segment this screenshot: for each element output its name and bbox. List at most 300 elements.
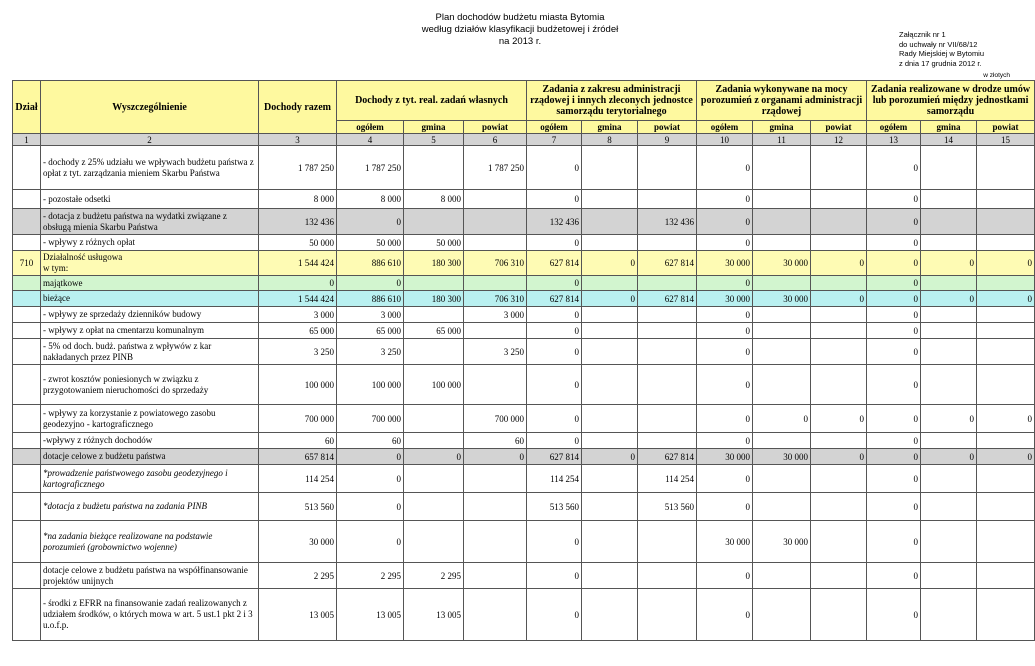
table-row (13, 405, 1035, 433)
description-cell: dotacje celowe z budżetu państwa na współfinansowanie projektów unijnych (41, 563, 259, 589)
value-cell: 700 000 (464, 405, 527, 433)
value-cell (811, 276, 867, 291)
value-cell (811, 365, 867, 405)
table-row (13, 323, 1035, 339)
value-cell (977, 493, 1035, 521)
dzial-cell (13, 190, 41, 209)
value-cell (977, 563, 1035, 589)
value-cell: 0 (977, 449, 1035, 465)
value-cell: 0 (527, 521, 582, 563)
column-number: 12 (811, 134, 867, 146)
table-row (13, 589, 1035, 641)
value-cell (582, 589, 638, 641)
value-cell (464, 365, 527, 405)
value-cell (811, 521, 867, 563)
value-cell (404, 339, 464, 365)
value-cell: 1 787 250 (259, 146, 337, 190)
dzial-cell (13, 589, 41, 641)
column-number: 11 (753, 134, 811, 146)
value-cell (582, 323, 638, 339)
value-cell: 50 000 (259, 235, 337, 251)
value-cell: 0 (697, 433, 753, 449)
value-cell (582, 235, 638, 251)
value-cell: 1 787 250 (337, 146, 404, 190)
header-porozumienia-jst: Zadania realizowane w drodze umów lub porozumień między jednostkami samorządu (867, 81, 1035, 121)
value-cell: 30 000 (753, 521, 811, 563)
budget-table (12, 80, 1035, 641)
value-cell (464, 493, 527, 521)
column-number: 3 (259, 134, 337, 146)
header-wlasne: Dochody z tyt. real. zadań własnych (337, 81, 527, 121)
value-cell (404, 521, 464, 563)
value-cell (977, 190, 1035, 209)
subheader-gmina: gmina (404, 121, 464, 134)
value-cell: 0 (404, 449, 464, 465)
value-cell: 0 (867, 323, 921, 339)
value-cell (464, 589, 527, 641)
value-cell (977, 521, 1035, 563)
value-cell: 0 (867, 433, 921, 449)
value-cell: 50 000 (404, 235, 464, 251)
value-cell: 65 000 (337, 323, 404, 339)
value-cell (464, 465, 527, 493)
value-cell: 0 (867, 521, 921, 563)
value-cell: 3 000 (259, 307, 337, 323)
value-cell (638, 433, 697, 449)
value-cell: 0 (921, 405, 977, 433)
value-cell: 513 560 (527, 493, 582, 521)
value-cell: 0 (527, 323, 582, 339)
value-cell (464, 323, 527, 339)
value-cell: 700 000 (337, 405, 404, 433)
value-cell (638, 307, 697, 323)
value-cell: 627 814 (527, 291, 582, 307)
value-cell (753, 339, 811, 365)
value-cell: 0 (921, 251, 977, 276)
value-cell (977, 146, 1035, 190)
value-cell (464, 235, 527, 251)
value-cell: 0 (753, 405, 811, 433)
value-cell: 0 (867, 209, 921, 235)
value-cell: 0 (697, 190, 753, 209)
value-cell (977, 433, 1035, 449)
value-cell (582, 190, 638, 209)
value-cell: 0 (259, 276, 337, 291)
value-cell (921, 493, 977, 521)
value-cell (921, 276, 977, 291)
value-cell (582, 365, 638, 405)
value-cell (977, 307, 1035, 323)
value-cell: 886 610 (337, 291, 404, 307)
value-cell: 0 (867, 493, 921, 521)
value-cell: 0 (867, 589, 921, 641)
value-cell (464, 209, 527, 235)
value-cell (582, 493, 638, 521)
unit-note: w złotych (983, 72, 1010, 79)
value-cell (753, 433, 811, 449)
value-cell: 30 000 (753, 449, 811, 465)
value-cell (921, 433, 977, 449)
description-cell: - wpływy z różnych opłat (41, 235, 259, 251)
value-cell: 30 000 (697, 251, 753, 276)
value-cell: 0 (527, 365, 582, 405)
table-row (13, 465, 1035, 493)
description-cell: majątkowe (41, 276, 259, 291)
value-cell: 0 (697, 493, 753, 521)
value-cell: 3 000 (464, 307, 527, 323)
column-number: 14 (921, 134, 977, 146)
value-cell: 0 (337, 449, 404, 465)
value-cell (753, 493, 811, 521)
value-cell (977, 465, 1035, 493)
value-cell: 0 (697, 365, 753, 405)
value-cell: 0 (527, 563, 582, 589)
value-cell: 1 787 250 (464, 146, 527, 190)
description-cell: Działalność usługowa w tym: (41, 251, 259, 276)
title-line-1: Plan dochodów budżetu miasta Bytomia (435, 12, 605, 23)
value-cell: 0 (697, 276, 753, 291)
dzial-cell (13, 323, 41, 339)
header-wyszczegolnienie: Wyszczególnienie (41, 81, 259, 134)
value-cell (638, 276, 697, 291)
value-cell (404, 493, 464, 521)
value-cell (811, 465, 867, 493)
value-cell: 65 000 (404, 323, 464, 339)
value-cell: 0 (697, 323, 753, 339)
document-title (370, 12, 670, 48)
table-row (13, 251, 1035, 276)
dzial-cell: 710 (13, 251, 41, 276)
subheader-ogolem: ogółem (337, 121, 404, 134)
value-cell: 0 (977, 405, 1035, 433)
value-cell: 0 (867, 291, 921, 307)
dzial-cell (13, 493, 41, 521)
value-cell: 8 000 (337, 190, 404, 209)
value-cell: 132 436 (638, 209, 697, 235)
value-cell: 0 (811, 251, 867, 276)
value-cell (404, 465, 464, 493)
annex-line-1: Załącznik nr 1 (899, 30, 946, 39)
value-cell (638, 190, 697, 209)
subheader-powiat: powiat (638, 121, 697, 134)
table-body (13, 146, 1035, 641)
value-cell (921, 365, 977, 405)
value-cell: 30 000 (259, 521, 337, 563)
value-cell (464, 276, 527, 291)
value-cell (977, 589, 1035, 641)
value-cell (811, 433, 867, 449)
value-cell (811, 209, 867, 235)
subheader-ogolem: ogółem (697, 121, 753, 134)
value-cell (811, 235, 867, 251)
value-cell: 0 (867, 449, 921, 465)
value-cell: 2 295 (259, 563, 337, 589)
value-cell (753, 190, 811, 209)
description-cell: bieżące (41, 291, 259, 307)
subheader-gmina: gmina (582, 121, 638, 134)
value-cell: 0 (527, 405, 582, 433)
value-cell: 0 (867, 339, 921, 365)
value-cell: 0 (527, 307, 582, 323)
value-cell (638, 323, 697, 339)
description-cell: *na zadania bieżące realizowane na podstawie porozumień (grobownictwo wojenne) (41, 521, 259, 563)
value-cell (582, 405, 638, 433)
table-row (13, 433, 1035, 449)
value-cell: 1 544 424 (259, 291, 337, 307)
value-cell (921, 521, 977, 563)
value-cell: 8 000 (404, 190, 464, 209)
header-zlecone: Zadania z zakresu administracji rządowej i innych zleconych jednostce samorządu terytorialnego (527, 81, 697, 121)
value-cell (753, 276, 811, 291)
value-cell: 0 (811, 291, 867, 307)
subheader-powiat: powiat (977, 121, 1035, 134)
annex-line-2: do uchwały nr VII/68/12 (899, 39, 978, 49)
value-cell: 0 (582, 291, 638, 307)
dzial-cell (13, 339, 41, 365)
column-number: 5 (404, 134, 464, 146)
description-cell: - pozostałe odsetki (41, 190, 259, 209)
value-cell: 0 (811, 449, 867, 465)
value-cell: 0 (527, 276, 582, 291)
column-number: 10 (697, 134, 753, 146)
dzial-cell (13, 449, 41, 465)
column-number: 2 (41, 134, 259, 146)
value-cell: 0 (867, 146, 921, 190)
value-cell (404, 433, 464, 449)
table-row (13, 209, 1035, 235)
value-cell (582, 433, 638, 449)
value-cell (977, 209, 1035, 235)
value-cell: 0 (867, 276, 921, 291)
value-cell: 8 000 (259, 190, 337, 209)
value-cell (638, 563, 697, 589)
dzial-cell (13, 405, 41, 433)
title-line-2: według działów klasyfikacji budżetowej i źródeł (421, 24, 619, 35)
value-cell: 0 (337, 521, 404, 563)
description-cell: - dotacja z budżetu państwa na wydatki związane z obsługą mienia Skarbu Państwa (41, 209, 259, 235)
value-cell: 0 (697, 589, 753, 641)
value-cell (977, 365, 1035, 405)
value-cell: 0 (921, 291, 977, 307)
description-cell: *dotacja z budżetu państwa na zadania PINB (41, 493, 259, 521)
value-cell (753, 235, 811, 251)
column-number: 7 (527, 134, 582, 146)
value-cell: 0 (697, 405, 753, 433)
value-cell: 114 254 (259, 465, 337, 493)
value-cell (582, 276, 638, 291)
value-cell (977, 276, 1035, 291)
value-cell: 13 005 (259, 589, 337, 641)
value-cell (582, 521, 638, 563)
value-cell: 13 005 (337, 589, 404, 641)
value-cell (753, 589, 811, 641)
description-cell: - wpływy z opłat na cmentarzu komunalnym (41, 323, 259, 339)
value-cell (811, 323, 867, 339)
subheader-powiat: powiat (811, 121, 867, 134)
value-cell (921, 146, 977, 190)
value-cell: 114 254 (527, 465, 582, 493)
value-cell: 30 000 (697, 449, 753, 465)
subheader-ogolem: ogółem (867, 121, 921, 134)
value-cell (811, 307, 867, 323)
value-cell (811, 493, 867, 521)
dzial-cell (13, 146, 41, 190)
value-cell: 3 000 (337, 307, 404, 323)
value-cell (921, 563, 977, 589)
value-cell: 0 (697, 465, 753, 493)
value-cell (811, 563, 867, 589)
value-cell (753, 323, 811, 339)
value-cell (811, 190, 867, 209)
description-cell: - środki z EFRR na finansowanie zadań realizowanych z udziałem środków, o których mowa w art. 5 ust.1 pkt 2 i 3 u.o.f.p. (41, 589, 259, 641)
value-cell: 0 (582, 449, 638, 465)
header-porozumienia-rzad: Zadania wykonywane na mocy porozumień z organami administracji rządowej (697, 81, 867, 121)
value-cell (753, 465, 811, 493)
column-number: 15 (977, 134, 1035, 146)
table-row (13, 493, 1035, 521)
value-cell: 0 (464, 449, 527, 465)
value-cell: 3 250 (464, 339, 527, 365)
value-cell (638, 521, 697, 563)
description-cell: - zwrot kosztów poniesionych w związku z przygotowaniem nieruchomości do sprzedaży (41, 365, 259, 405)
value-cell: 0 (867, 365, 921, 405)
value-cell: 0 (977, 251, 1035, 276)
value-cell: 513 560 (638, 493, 697, 521)
dzial-cell (13, 365, 41, 405)
value-cell: 0 (527, 235, 582, 251)
value-cell: 114 254 (638, 465, 697, 493)
value-cell (582, 339, 638, 365)
value-cell: 0 (337, 209, 404, 235)
value-cell: 0 (527, 589, 582, 641)
value-cell (977, 323, 1035, 339)
table-row (13, 146, 1035, 190)
value-cell: 657 814 (259, 449, 337, 465)
header-dochody-razem: Dochody razem (259, 81, 337, 134)
dzial-cell (13, 433, 41, 449)
value-cell: 2 295 (404, 563, 464, 589)
value-cell (582, 146, 638, 190)
value-cell: 1 544 424 (259, 251, 337, 276)
value-cell (582, 563, 638, 589)
value-cell (753, 307, 811, 323)
table-row (13, 307, 1035, 323)
value-cell: 0 (697, 339, 753, 365)
value-cell: 100 000 (404, 365, 464, 405)
value-cell: 0 (527, 190, 582, 209)
value-cell: 627 814 (638, 449, 697, 465)
value-cell: 3 250 (259, 339, 337, 365)
column-number-row (13, 134, 1035, 146)
value-cell (464, 190, 527, 209)
value-cell (753, 365, 811, 405)
value-cell: 706 310 (464, 291, 527, 307)
column-number: 4 (337, 134, 404, 146)
table-row (13, 449, 1035, 465)
value-cell: 0 (867, 307, 921, 323)
table-row (13, 291, 1035, 307)
value-cell (638, 146, 697, 190)
value-cell: 2 295 (337, 563, 404, 589)
dzial-cell (13, 307, 41, 323)
table-row (13, 563, 1035, 589)
value-cell: 30 000 (753, 251, 811, 276)
table-row (13, 365, 1035, 405)
dzial-cell (13, 521, 41, 563)
value-cell (638, 339, 697, 365)
value-cell (753, 209, 811, 235)
description-cell: - dochody z 25% udziału we wpływach budżetu państwa z opłat z tyt. zarządzania mieniem Skarbu Państwa (41, 146, 259, 190)
value-cell: 60 (259, 433, 337, 449)
value-cell (921, 235, 977, 251)
dzial-cell (13, 563, 41, 589)
value-cell (404, 405, 464, 433)
value-cell (977, 235, 1035, 251)
value-cell (921, 209, 977, 235)
dzial-cell (13, 465, 41, 493)
value-cell: 706 310 (464, 251, 527, 276)
value-cell (753, 146, 811, 190)
value-cell: 0 (337, 276, 404, 291)
value-cell (753, 563, 811, 589)
value-cell (811, 589, 867, 641)
value-cell: 627 814 (638, 251, 697, 276)
annex-line-4: z dnia 17 grudnia 2012 r. (899, 58, 982, 68)
description-cell: dotacje celowe z budżetu państwa (41, 449, 259, 465)
value-cell: 0 (697, 235, 753, 251)
value-cell: 0 (697, 307, 753, 323)
value-cell (921, 589, 977, 641)
table-row (13, 339, 1035, 365)
value-cell: 627 814 (527, 449, 582, 465)
value-cell: 50 000 (337, 235, 404, 251)
description-cell: *prowadzenie państwowego zasobu geodezyjnego i kartograficznego (41, 465, 259, 493)
subheader-gmina: gmina (753, 121, 811, 134)
table-row (13, 276, 1035, 291)
value-cell (582, 209, 638, 235)
subheader-ogolem: ogółem (527, 121, 582, 134)
dzial-cell (13, 209, 41, 235)
value-cell: 700 000 (259, 405, 337, 433)
value-cell: 886 610 (337, 251, 404, 276)
description-cell: - wpływy za korzystanie z powiatowego zasobu geodezyjno - kartograficznego (41, 405, 259, 433)
value-cell: 0 (337, 465, 404, 493)
description-cell: -wpływy z różnych dochodów (41, 433, 259, 449)
annex-line-3: Rady Miejskiej w Bytomiu (899, 49, 985, 58)
value-cell: 30 000 (753, 291, 811, 307)
value-cell: 0 (867, 465, 921, 493)
value-cell: 0 (697, 563, 753, 589)
value-cell: 60 (464, 433, 527, 449)
column-number: 9 (638, 134, 697, 146)
value-cell: 0 (527, 339, 582, 365)
table-row (13, 190, 1035, 209)
value-cell: 180 300 (404, 291, 464, 307)
value-cell (404, 276, 464, 291)
value-cell (638, 589, 697, 641)
value-cell (921, 339, 977, 365)
annex-note (899, 30, 1017, 68)
column-number: 1 (13, 134, 41, 146)
value-cell: 0 (697, 209, 753, 235)
table-row (13, 235, 1035, 251)
value-cell: 0 (867, 190, 921, 209)
value-cell: 0 (867, 405, 921, 433)
value-cell (404, 209, 464, 235)
value-cell: 30 000 (697, 291, 753, 307)
value-cell (921, 323, 977, 339)
value-cell: 0 (867, 251, 921, 276)
